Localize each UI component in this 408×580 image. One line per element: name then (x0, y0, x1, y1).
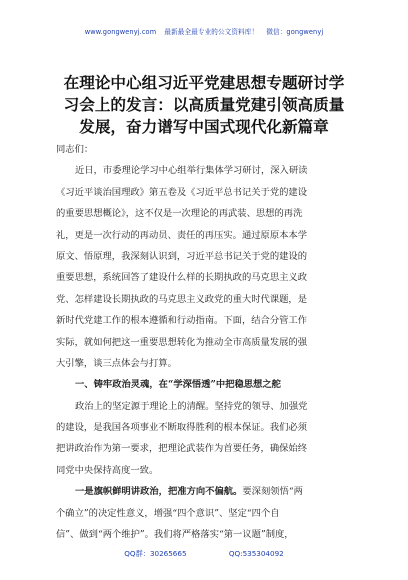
paragraph-line: 礼，更是一次行动的再动员、责任的再压实。通过原原本本学 (56, 229, 308, 241)
footer-banner (0, 549, 408, 559)
paragraph-line: 党、怎样建设长期执政的马克思主义政党的重大时代课题，是 (56, 293, 308, 305)
qq-group: QQ群：30265665 (124, 549, 187, 558)
paragraph-line: 的重要思想概论》，这不仅是一次理论的再武装、思想的再洗 (56, 208, 303, 220)
site-slogan: 最新最全最专业的公文资料库！ (164, 28, 259, 36)
paragraph-line: 个确立”的决定性意义，增强“四个意识”、坚定“四个自 (56, 507, 280, 519)
paragraph-line: 同党中央保持高度一致。 (56, 464, 159, 476)
paragraph-line: 重要思想，系统回答了建设什么样的长期执政的马克思主义政 (56, 272, 308, 284)
document-title (44, 72, 364, 138)
title-line: 习会上的发言：以高质量党建引领高质量 (63, 96, 345, 114)
header-banner (0, 26, 408, 36)
point-text: 要深刻领悟“两 (242, 486, 303, 498)
title-line: 在理论中心组习近平党建思想专题研讨学 (63, 74, 345, 92)
paragraph-line: 大引擎，谈三点体会与打算。 (56, 357, 177, 369)
salutation: 同志们： (56, 144, 94, 155)
qq-contact: QQ:535304092 (228, 549, 284, 558)
paragraph-line: 政治上的坚定源于理论上的清醒。坚持党的领导、加强党 (75, 400, 308, 412)
title-line: 发展，奋力谱写中国式现代化新篇章 (79, 118, 329, 136)
paragraph-line: 原文、悟原理，我深刻认识到，习近平总书记关于党的建设的 (56, 250, 308, 262)
paragraph-line (56, 481, 356, 502)
section-heading: 一、铸牢政治灵魂，在“学深悟透”中把稳思想之舵 (75, 379, 281, 391)
wechat-id: 微信：gongwenyj (266, 28, 324, 36)
paragraph-line: 实际，就如何把这一重要思想转化为推动全市高质量发展的强 (56, 336, 308, 348)
site-url[interactable]: www.gongwenyj.com (84, 28, 157, 36)
paragraph-line: 把讲政治作为第一要求，把理论武装作为首要任务，确保始终 (56, 443, 308, 455)
paragraph-line: 近日，市委理论学习中心组举行集体学习研讨，深入研读 (75, 165, 308, 177)
point-lead: 一是旗帜鲜明讲政治，把准方向不偏航。 (75, 486, 243, 498)
paragraph-line: 的建设，是我国各项事业不断取得胜利的根本保证。我们必须 (56, 422, 308, 434)
paragraph-line: 新时代党建工作的根本遵循和行动指南。下面，结合分管工作 (56, 315, 308, 327)
document-body (56, 139, 356, 545)
paragraph-line: 信”、做到“两个维护”。我们将严格落实“第一议题”制度， (56, 529, 294, 541)
paragraph-line: 《习近平谈治国理政》第五卷及《习近平总书记关于党的建设 (56, 186, 308, 198)
